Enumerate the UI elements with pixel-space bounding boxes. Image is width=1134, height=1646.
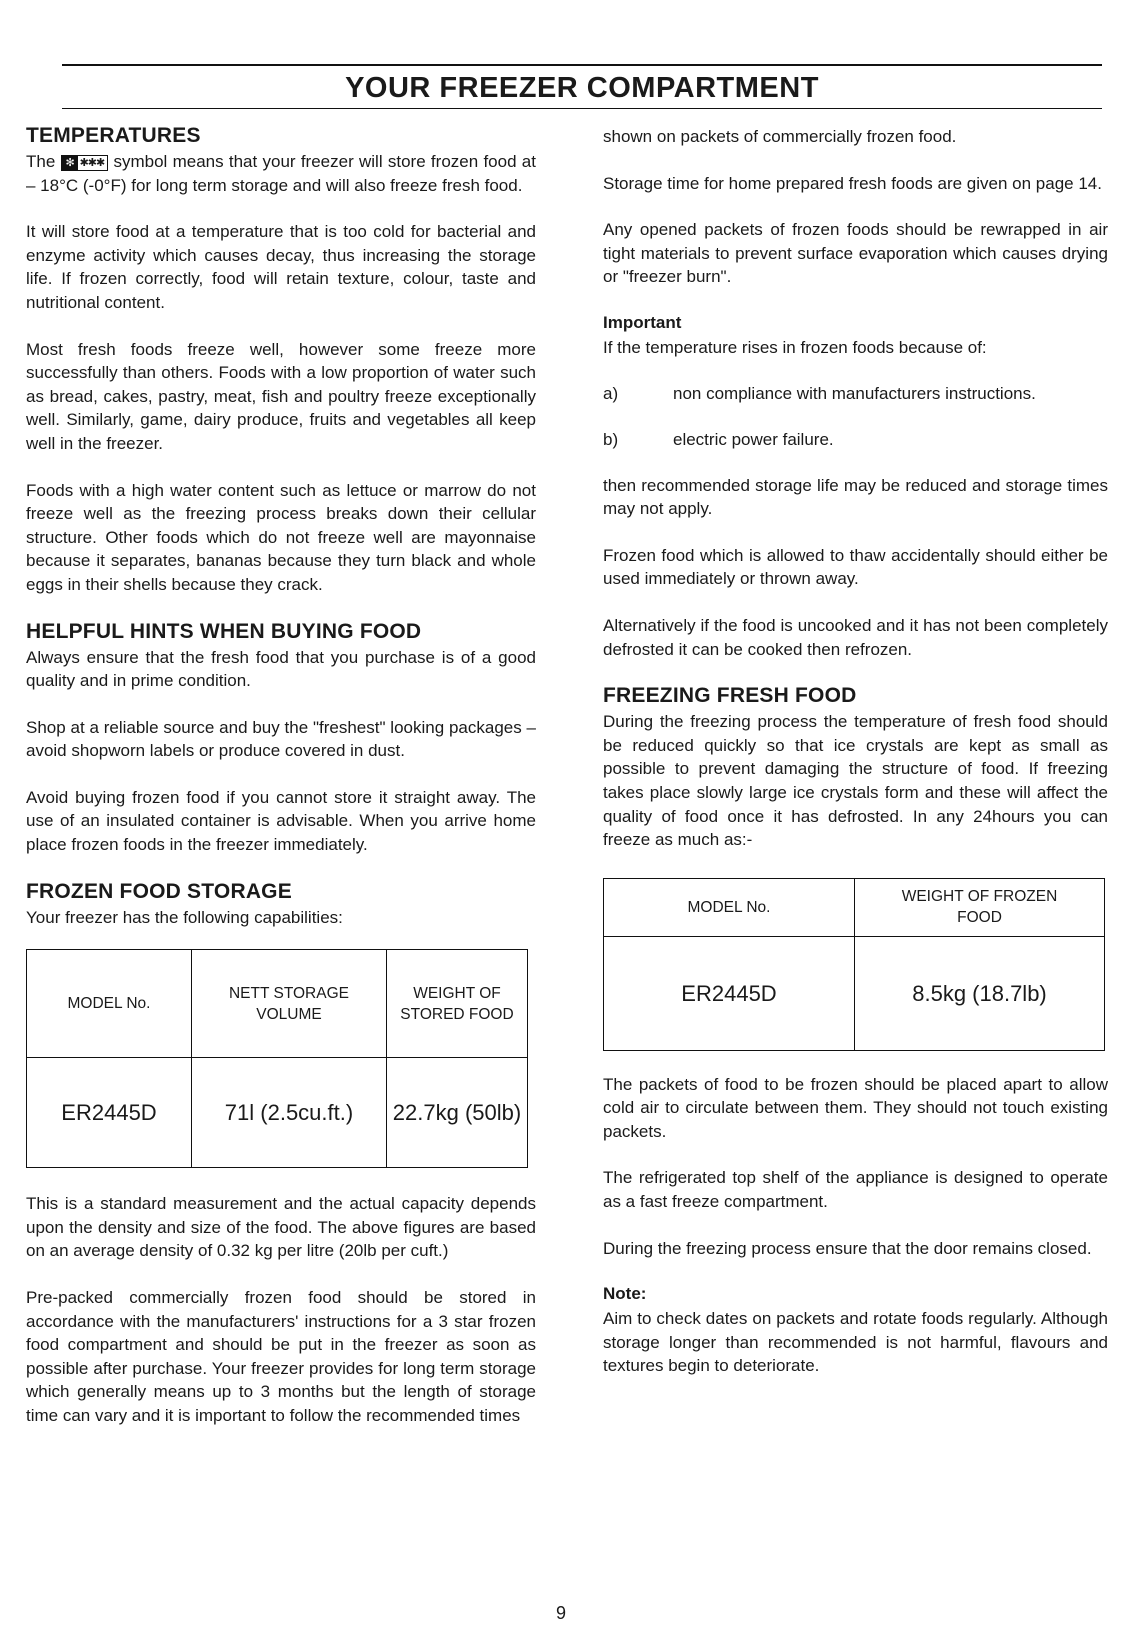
table-row: [604, 936, 1105, 1050]
opened-packets-paragraph: Any opened packets of frozen foods should be rewrapped in air tight materials to prevent surface evaporation which causes drying or "freezer burn".: [603, 220, 1108, 287]
thaw-paragraph: Frozen food which is allowed to thaw accidentally should either be used immediately or thrown away.: [603, 545, 1108, 589]
storage-paragraph-2: Pre-packed commercially frozen food should be stored in accordance with the manufacturers' instructions for a 3 star frozen food compartment and should be put in the freezer as soon as possible after purchase. Your freezer provides for long term storage which generally means up to 3 months but the length of storage time can vary and it is important to follow the recommended times: [26, 1288, 536, 1425]
frozen-food-storage-section: [26, 880, 536, 1428]
refreeze-paragraph: Alternatively if the food is uncooked and it has not been completely defrosted it can be cooked then refrozen.: [603, 615, 1108, 659]
reduced-storage-paragraph: then recommended storage life may be reduced and storage times may not apply.: [603, 475, 1108, 519]
freezing-paragraph-3: The refrigerated top shelf of the appliance is designed to operate as a fast freeze compartment.: [603, 1168, 1108, 1212]
important-label: Important: [603, 312, 682, 332]
right-column: [603, 124, 1108, 1401]
continued-paragraph: shown on packets of commercially frozen food.: [603, 127, 957, 146]
helpful-hints-paragraph-3: Avoid buying frozen food if you cannot store it straight away. The use of an insulated container is advisable. When you arrive home place frozen foods in the freezer immediately.: [26, 787, 536, 855]
frozen-food-storage-heading: FROZEN FOOD STORAGE: [26, 879, 292, 903]
list-item-text: non compliance with manufacturers instructions.: [673, 383, 1036, 403]
table-cell-weight: 8.5kg (18.7lb): [855, 936, 1105, 1050]
helpful-hints-paragraph-1: Always ensure that the fresh food that you purchase is of a good quality and in prime condition.: [26, 647, 536, 691]
temperatures-paragraph-2: It will store food at a temperature that is too cold for bacterial and enzyme activity which causes decay, thus increasing the storage life. If frozen correctly, food will retain texture, colour, taste and nutritional content.: [26, 222, 536, 312]
storage-intro: Your freezer has the following capabilities:: [26, 907, 343, 927]
list-item: [603, 382, 1108, 405]
top-rule: [62, 64, 1102, 66]
table-header-row: [27, 950, 528, 1058]
storage-time-paragraph: Storage time for home prepared fresh foods are given on page 14.: [603, 173, 1102, 193]
note-text: Aim to check dates on packets and rotate foods regularly. Although storage longer than recommended is not harmful, flavours and textures begin to deteriorate.: [603, 1309, 1108, 1376]
helpful-hints-paragraph-2: Shop at a reliable source and buy the "freshest" looking packages – avoid shopworn labels or produce covered in dust.: [26, 717, 536, 761]
table-row: [27, 1058, 528, 1168]
freezing-fresh-food-heading: FREEZING FRESH FOOD: [603, 684, 857, 708]
helpful-hints-section: [26, 620, 536, 857]
title-underline: [62, 108, 1102, 109]
list-item-text: electric power failure.: [673, 429, 834, 449]
freezer-star-rating-icon: [61, 155, 109, 171]
page-title: YOUR FREEZER COMPARTMENT: [345, 72, 819, 104]
list-item: [603, 428, 1108, 451]
table-header-model: MODEL No.: [604, 878, 855, 936]
page-header: [62, 64, 1102, 109]
table-header-weight: WEIGHT OF FROZEN FOOD: [855, 878, 1105, 936]
table-cell-weight: 22.7kg (50lb): [387, 1058, 528, 1168]
freezing-paragraph-2: The packets of food to be frozen should be placed apart to allow cold air to circulate between them. They should not touch existing packets.: [603, 1074, 1108, 1141]
table-cell-model: ER2445D: [604, 936, 855, 1050]
table-header-row: [604, 878, 1105, 936]
list-item-label: b): [603, 429, 619, 449]
three-star-icon: ✱✱✱: [79, 157, 105, 169]
page-number: 9: [556, 1603, 567, 1623]
table-cell-model: ER2445D: [27, 1058, 192, 1168]
temperatures-section: [26, 124, 536, 597]
note-label: Note:: [603, 1284, 647, 1304]
temperatures-paragraph-1: The ✻ ✱✱✱ symbol means that your freezer will store frozen food at – 18°C (-0°F) for long term storage and will also freeze fresh food.: [26, 152, 536, 195]
table-header-weight: WEIGHT OF STORED FOOD: [387, 950, 528, 1058]
temperatures-paragraph-4: Foods with a high water content such as lettuce or marrow do not freeze well as the freezing process breaks down their cellular structure. Other foods which do not freeze well are mayonnaise because it separates, bananas because they turn black and whole eggs in their shells because they crack.: [26, 480, 536, 594]
temperatures-paragraph-3: Most fresh foods freeze well, however some freeze more successfully than others. Foods with a low proportion of water such as bread, cakes, pastry, meat, fish and poultry freeze exceptionally well. Similarly, game, dairy produce, fruits and vegetables all keep well in the freezer.: [26, 339, 536, 453]
left-column: [26, 124, 536, 1451]
storage-paragraph-1: This is a standard measurement and the actual capacity depends upon the density and size of the food. The above figures are based on an average density of 0.32 kg per litre (20lb per cuft.): [26, 1194, 536, 1261]
table-header-volume: NETT STORAGE VOLUME: [192, 950, 387, 1058]
freezing-fresh-food-section: [603, 684, 1108, 1378]
freezing-capacity-table: [603, 878, 1105, 1051]
table-cell-volume: 71l (2.5cu.ft.): [192, 1058, 387, 1168]
freezing-paragraph-1: During the freezing process the temperature of fresh food should be reduced quickly so that ice crystals are kept as small as possible to prevent damaging the structure of food. If freezing takes place slowly large ice crystals form and these will affect the quality of food once it has defrosted. In any 24hours you can freeze as much as:-: [603, 712, 1108, 850]
helpful-hints-heading: HELPFUL HINTS WHEN BUYING FOOD: [26, 619, 422, 643]
temperatures-heading: TEMPERATURES: [26, 124, 201, 147]
freezing-paragraph-4: During the freezing process ensure that the door remains closed.: [603, 1238, 1092, 1258]
list-item-label: a): [603, 383, 619, 403]
important-text: If the temperature rises in frozen foods because of:: [603, 337, 987, 357]
table-header-model: MODEL No.: [27, 950, 192, 1058]
snowflake-icon: ✻: [62, 156, 78, 170]
storage-capacity-table: [26, 949, 528, 1168]
